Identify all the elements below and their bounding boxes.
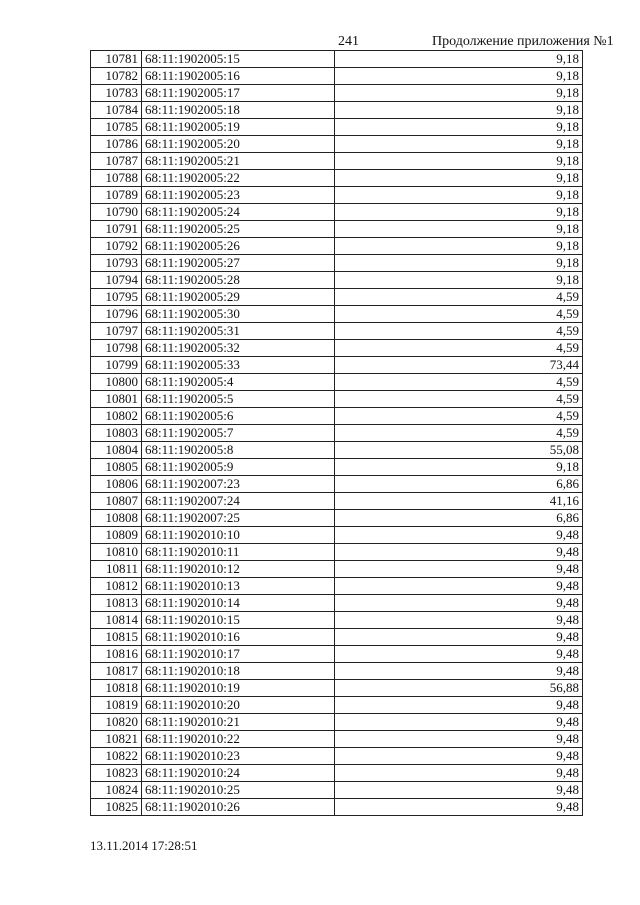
value-cell: 9,48: [335, 595, 583, 612]
row-number-cell: 10806: [91, 476, 142, 493]
row-number-cell: 10805: [91, 459, 142, 476]
cadastral-number-cell: 68:11:1902010:21: [142, 714, 335, 731]
value-cell: 4,59: [335, 323, 583, 340]
row-number-cell: 10791: [91, 221, 142, 238]
cadastral-number-cell: 68:11:1902005:9: [142, 459, 335, 476]
table-row: [91, 697, 583, 714]
value-cell: 56,88: [335, 680, 583, 697]
cadastral-number-cell: 68:11:1902005:24: [142, 204, 335, 221]
value-cell: 9,48: [335, 527, 583, 544]
value-cell: 9,18: [335, 187, 583, 204]
table-row: [91, 391, 583, 408]
value-cell: 9,48: [335, 731, 583, 748]
table-row: [91, 578, 583, 595]
cadastral-number-cell: 68:11:1902005:4: [142, 374, 335, 391]
value-cell: 9,18: [335, 119, 583, 136]
value-cell: 9,18: [335, 272, 583, 289]
row-number-cell: 10790: [91, 204, 142, 221]
table-row: [91, 425, 583, 442]
cadastral-number-cell: 68:11:1902010:26: [142, 799, 335, 816]
value-cell: 73,44: [335, 357, 583, 374]
row-number-cell: 10781: [91, 51, 142, 68]
cadastral-number-cell: 68:11:1902005:26: [142, 238, 335, 255]
row-number-cell: 10814: [91, 612, 142, 629]
value-cell: 9,48: [335, 697, 583, 714]
value-cell: 4,59: [335, 408, 583, 425]
cadastral-number-cell: 68:11:1902010:19: [142, 680, 335, 697]
cadastral-number-cell: 68:11:1902005:5: [142, 391, 335, 408]
row-number-cell: 10802: [91, 408, 142, 425]
value-cell: 4,59: [335, 391, 583, 408]
value-cell: 9,18: [335, 51, 583, 68]
value-cell: 9,48: [335, 612, 583, 629]
value-cell: 6,86: [335, 476, 583, 493]
value-cell: 9,18: [335, 459, 583, 476]
table-row: [91, 595, 583, 612]
value-cell: 55,08: [335, 442, 583, 459]
row-number-cell: 10801: [91, 391, 142, 408]
cadastral-number-cell: 68:11:1902010:11: [142, 544, 335, 561]
table-row: [91, 136, 583, 153]
table-row: [91, 782, 583, 799]
row-number-cell: 10822: [91, 748, 142, 765]
value-cell: 4,59: [335, 374, 583, 391]
row-number-cell: 10782: [91, 68, 142, 85]
row-number-cell: 10793: [91, 255, 142, 272]
cadastral-number-cell: 68:11:1902005:32: [142, 340, 335, 357]
cadastral-number-cell: 68:11:1902005:7: [142, 425, 335, 442]
value-cell: 9,48: [335, 578, 583, 595]
row-number-cell: 10811: [91, 561, 142, 578]
table-row: [91, 102, 583, 119]
table-row: [91, 187, 583, 204]
table-row: [91, 170, 583, 187]
cadastral-number-cell: 68:11:1902010:25: [142, 782, 335, 799]
register-table-body: [91, 51, 583, 816]
cadastral-number-cell: 68:11:1902005:29: [142, 289, 335, 306]
row-number-cell: 10813: [91, 595, 142, 612]
value-cell: 9,18: [335, 221, 583, 238]
cadastral-number-cell: 68:11:1902010:16: [142, 629, 335, 646]
table-row: [91, 408, 583, 425]
value-cell: 9,18: [335, 170, 583, 187]
cadastral-number-cell: 68:11:1902005:20: [142, 136, 335, 153]
footer-timestamp: 13.11.2014 17:28:51: [90, 838, 198, 853]
row-number-cell: 10820: [91, 714, 142, 731]
value-cell: 9,48: [335, 782, 583, 799]
value-cell: 9,48: [335, 765, 583, 782]
cadastral-number-cell: 68:11:1902005:27: [142, 255, 335, 272]
table-row: [91, 680, 583, 697]
table-row: [91, 238, 583, 255]
table-row: [91, 306, 583, 323]
row-number-cell: 10807: [91, 493, 142, 510]
row-number-cell: 10783: [91, 85, 142, 102]
row-number-cell: 10824: [91, 782, 142, 799]
cadastral-number-cell: 68:11:1902007:24: [142, 493, 335, 510]
cadastral-number-cell: 68:11:1902007:25: [142, 510, 335, 527]
cadastral-number-cell: 68:11:1902010:20: [142, 697, 335, 714]
table-row: [91, 765, 583, 782]
cadastral-number-cell: 68:11:1902005:30: [142, 306, 335, 323]
row-number-cell: 10808: [91, 510, 142, 527]
row-number-cell: 10821: [91, 731, 142, 748]
table-row: [91, 731, 583, 748]
row-number-cell: 10818: [91, 680, 142, 697]
table-row: [91, 221, 583, 238]
row-number-cell: 10789: [91, 187, 142, 204]
table-row: [91, 204, 583, 221]
value-cell: 6,86: [335, 510, 583, 527]
row-number-cell: 10799: [91, 357, 142, 374]
cadastral-number-cell: 68:11:1902010:17: [142, 646, 335, 663]
row-number-cell: 10812: [91, 578, 142, 595]
table-row: [91, 629, 583, 646]
cadastral-number-cell: 68:11:1902005:21: [142, 153, 335, 170]
table-row: [91, 119, 583, 136]
row-number-cell: 10796: [91, 306, 142, 323]
row-number-cell: 10798: [91, 340, 142, 357]
row-number-cell: 10816: [91, 646, 142, 663]
cadastral-number-cell: 68:11:1902005:18: [142, 102, 335, 119]
table-row: [91, 612, 583, 629]
table-row: [91, 323, 583, 340]
row-number-cell: 10800: [91, 374, 142, 391]
table-row: [91, 714, 583, 731]
table-row: [91, 544, 583, 561]
table-row: [91, 527, 583, 544]
cadastral-number-cell: 68:11:1902010:22: [142, 731, 335, 748]
row-number-cell: 10817: [91, 663, 142, 680]
table-row: [91, 68, 583, 85]
register-table: [90, 50, 583, 816]
value-cell: 4,59: [335, 289, 583, 306]
cadastral-number-cell: 68:11:1902010:24: [142, 765, 335, 782]
table-row: [91, 153, 583, 170]
cadastral-number-cell: 68:11:1902005:28: [142, 272, 335, 289]
page-number: 241: [338, 34, 359, 49]
cadastral-number-cell: 68:11:1902005:6: [142, 408, 335, 425]
value-cell: 9,48: [335, 646, 583, 663]
cadastral-number-cell: 68:11:1902010:12: [142, 561, 335, 578]
cadastral-number-cell: 68:11:1902005:33: [142, 357, 335, 374]
table-row: [91, 255, 583, 272]
row-number-cell: 10823: [91, 765, 142, 782]
value-cell: 9,48: [335, 629, 583, 646]
table-row: [91, 561, 583, 578]
table-row: [91, 374, 583, 391]
cadastral-number-cell: 68:11:1902010:23: [142, 748, 335, 765]
cadastral-number-cell: 68:11:1902010:18: [142, 663, 335, 680]
value-cell: 4,59: [335, 306, 583, 323]
header-note: Продолжение приложения №1: [432, 34, 614, 49]
cadastral-number-cell: 68:11:1902007:23: [142, 476, 335, 493]
value-cell: 9,18: [335, 136, 583, 153]
value-cell: 9,18: [335, 255, 583, 272]
value-cell: 9,18: [335, 153, 583, 170]
value-cell: 9,48: [335, 748, 583, 765]
value-cell: 9,18: [335, 68, 583, 85]
row-number-cell: 10815: [91, 629, 142, 646]
value-cell: 9,18: [335, 238, 583, 255]
table-row: [91, 51, 583, 68]
value-cell: 9,18: [335, 85, 583, 102]
row-number-cell: 10804: [91, 442, 142, 459]
table-row: [91, 799, 583, 816]
table-row: [91, 272, 583, 289]
row-number-cell: 10825: [91, 799, 142, 816]
cadastral-number-cell: 68:11:1902005:8: [142, 442, 335, 459]
row-number-cell: 10809: [91, 527, 142, 544]
row-number-cell: 10797: [91, 323, 142, 340]
cadastral-number-cell: 68:11:1902010:10: [142, 527, 335, 544]
table-row: [91, 476, 583, 493]
row-number-cell: 10819: [91, 697, 142, 714]
row-number-cell: 10784: [91, 102, 142, 119]
cadastral-number-cell: 68:11:1902010:14: [142, 595, 335, 612]
cadastral-number-cell: 68:11:1902005:19: [142, 119, 335, 136]
row-number-cell: 10794: [91, 272, 142, 289]
value-cell: 41,16: [335, 493, 583, 510]
row-number-cell: 10787: [91, 153, 142, 170]
value-cell: 9,48: [335, 663, 583, 680]
value-cell: 4,59: [335, 425, 583, 442]
value-cell: 9,48: [335, 799, 583, 816]
cadastral-number-cell: 68:11:1902010:13: [142, 578, 335, 595]
table-row: [91, 340, 583, 357]
table-row: [91, 646, 583, 663]
cadastral-number-cell: 68:11:1902005:22: [142, 170, 335, 187]
table-row: [91, 510, 583, 527]
table-row: [91, 663, 583, 680]
value-cell: 9,48: [335, 544, 583, 561]
cadastral-number-cell: 68:11:1902005:15: [142, 51, 335, 68]
table-row: [91, 493, 583, 510]
row-number-cell: 10788: [91, 170, 142, 187]
table-row: [91, 748, 583, 765]
cadastral-number-cell: 68:11:1902005:17: [142, 85, 335, 102]
value-cell: 4,59: [335, 340, 583, 357]
table-row: [91, 459, 583, 476]
value-cell: 9,18: [335, 102, 583, 119]
table-row: [91, 442, 583, 459]
row-number-cell: 10803: [91, 425, 142, 442]
cadastral-number-cell: 68:11:1902010:15: [142, 612, 335, 629]
row-number-cell: 10810: [91, 544, 142, 561]
cadastral-number-cell: 68:11:1902005:16: [142, 68, 335, 85]
value-cell: 9,48: [335, 714, 583, 731]
cadastral-number-cell: 68:11:1902005:31: [142, 323, 335, 340]
row-number-cell: 10792: [91, 238, 142, 255]
row-number-cell: 10786: [91, 136, 142, 153]
table-row: [91, 289, 583, 306]
table-row: [91, 85, 583, 102]
cadastral-number-cell: 68:11:1902005:23: [142, 187, 335, 204]
value-cell: 9,48: [335, 561, 583, 578]
value-cell: 9,18: [335, 204, 583, 221]
table-row: [91, 357, 583, 374]
cadastral-number-cell: 68:11:1902005:25: [142, 221, 335, 238]
row-number-cell: 10785: [91, 119, 142, 136]
row-number-cell: 10795: [91, 289, 142, 306]
